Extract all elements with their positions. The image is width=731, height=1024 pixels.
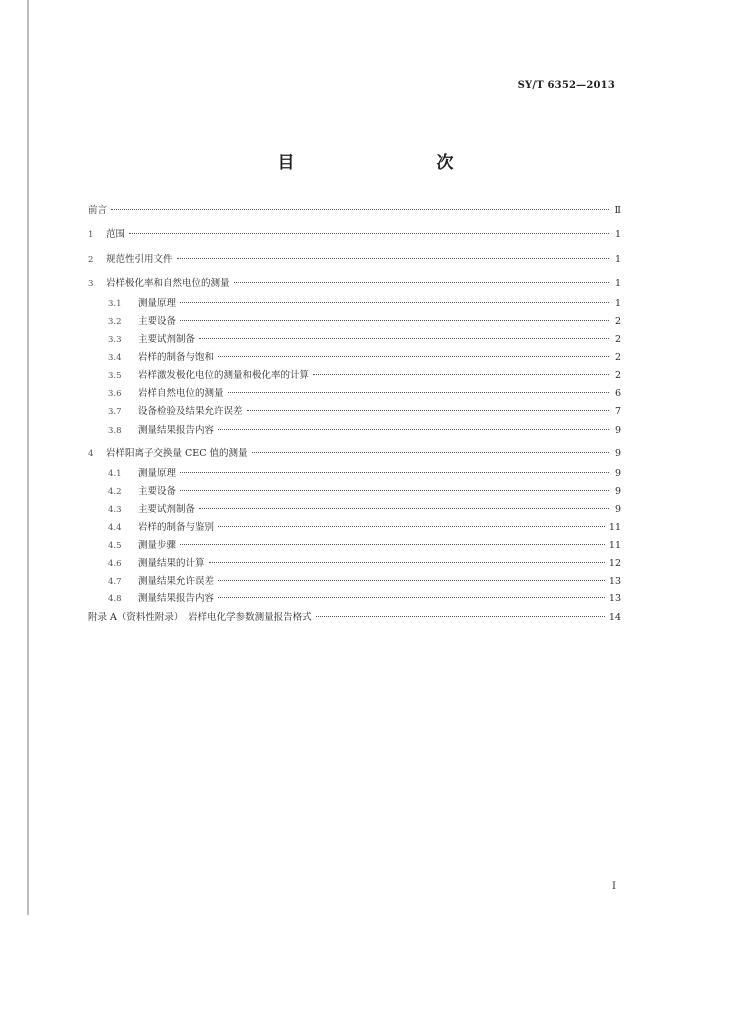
- toc-entry-4-6[interactable]: [108, 557, 621, 571]
- toc-entry-3-7[interactable]: [108, 405, 621, 419]
- page-edge-rule: [27, 0, 29, 915]
- toc-entry-number: 4.8: [108, 594, 122, 604]
- toc-entry-title: 测量步骤: [138, 540, 177, 551]
- toc-leader-dots: [180, 472, 609, 473]
- toc-entry-3-8[interactable]: [108, 424, 621, 438]
- toc-entry-page: 6: [614, 388, 621, 399]
- page-number: Ⅰ: [612, 881, 616, 892]
- toc-entry-title: 测量原理: [138, 298, 177, 309]
- toc-entry-number: 1: [88, 230, 94, 240]
- toc-leader-dots: [316, 616, 605, 617]
- toc-leader-dots: [247, 410, 609, 411]
- toc-entry-title: 附录 A（资料性附录） 岩样电化学参数测量报告格式: [88, 612, 312, 623]
- toc-entry-title: 主要试剂制备: [138, 334, 196, 345]
- toc-leader-dots: [180, 544, 605, 545]
- page-title: 目 次: [277, 153, 490, 173]
- toc-entry-number: 3.1: [108, 299, 122, 309]
- toc-entry-page: 9: [614, 448, 621, 459]
- toc-leader-dots: [218, 597, 605, 598]
- toc-leader-dots: [199, 338, 609, 339]
- toc-entry-4-2[interactable]: [108, 485, 621, 499]
- toc-entry-title: 主要设备: [138, 486, 177, 497]
- toc-leader-dots: [218, 526, 605, 527]
- toc-entry-page: 2: [614, 370, 621, 381]
- toc-entry-number: 4: [88, 449, 94, 459]
- toc-entry-4-4[interactable]: [108, 521, 621, 535]
- toc-entry-2[interactable]: [88, 253, 621, 267]
- toc-entry-page: 1: [614, 278, 621, 289]
- toc-entry-title: 岩样的制备与鉴别: [138, 522, 215, 533]
- toc-entry-title: 岩样阳离子交换量 CEC 值的测量: [106, 448, 248, 459]
- toc-leader-dots: [228, 392, 609, 393]
- toc-entry-page: 14: [608, 612, 621, 623]
- standard-code: SY/T 6352—2013: [517, 80, 615, 91]
- toc-entry-number: 4.7: [108, 577, 122, 587]
- toc-entry-page: 9: [614, 468, 621, 479]
- toc-entry-number: 2: [88, 255, 94, 265]
- toc-leader-dots: [209, 562, 605, 563]
- toc-entry-title: 岩样激发极化电位的测量和极化率的计算: [138, 370, 310, 381]
- toc-entry-page: 1: [614, 298, 621, 309]
- toc-entry-number: 3.4: [108, 353, 122, 363]
- toc-entry-4[interactable]: [88, 447, 621, 461]
- toc-entry-page: 11: [608, 540, 621, 551]
- toc-entry-page: 2: [614, 352, 621, 363]
- toc-leader-dots: [218, 580, 605, 581]
- toc-entry-4-1[interactable]: [108, 467, 621, 481]
- toc-entry-page: 1: [614, 254, 621, 265]
- toc-entry-title: 岩样极化率和自然电位的测量: [106, 278, 230, 289]
- toc-entry-3-5[interactable]: [108, 369, 621, 383]
- toc-leader-dots: [218, 356, 609, 357]
- toc-leader-dots: [177, 258, 609, 259]
- toc-entry-number: 4.3: [108, 505, 122, 515]
- toc-entry-title: 岩样的制备与饱和: [138, 352, 215, 363]
- toc-leader-dots: [180, 320, 609, 321]
- toc-entry-number: 3.5: [108, 371, 122, 381]
- toc-leader-dots: [180, 490, 609, 491]
- toc-entry-foreword[interactable]: [88, 204, 621, 218]
- toc-entry-title: 岩样自然电位的测量: [138, 388, 224, 399]
- toc-entry-4-5[interactable]: [108, 539, 621, 553]
- toc-entry-page: Ⅱ: [614, 205, 621, 216]
- toc-entry-4-8[interactable]: [108, 592, 621, 606]
- toc-leader-dots: [111, 209, 609, 210]
- toc-entry-title: 设备检验及结果允许误差: [138, 406, 243, 417]
- toc-entry-3-4[interactable]: [108, 351, 621, 365]
- toc-entry-title: 主要设备: [138, 316, 177, 327]
- toc-leader-dots: [252, 452, 609, 453]
- toc-entry-number: 4.4: [108, 523, 122, 533]
- toc-entry-number: 3: [88, 279, 94, 289]
- toc-entry-1[interactable]: [88, 228, 621, 242]
- toc-entry-4-3[interactable]: [108, 503, 621, 517]
- toc-entry-page: 13: [608, 576, 621, 587]
- toc-entry-title: 测量结果允许误差: [138, 576, 215, 587]
- toc-entry-page: 7: [614, 406, 621, 417]
- toc-entry-3-6[interactable]: [108, 387, 621, 401]
- toc-entry-number: 3.7: [108, 407, 122, 417]
- toc-entry-3[interactable]: [88, 277, 621, 291]
- toc-entry-page: 9: [614, 486, 621, 497]
- toc-entry-number: 3.6: [108, 389, 122, 399]
- toc-entry-page: 9: [614, 504, 621, 515]
- toc-entry-3-3[interactable]: [108, 333, 621, 347]
- toc-entry-title: 范围: [106, 229, 126, 240]
- toc-entry-page: 13: [608, 593, 621, 604]
- toc-entry-number: 3.2: [108, 317, 122, 327]
- toc-entry-number: 4.2: [108, 487, 122, 497]
- toc-leader-dots: [218, 429, 609, 430]
- toc-entry-title: 测量结果报告内容: [138, 425, 215, 436]
- toc-entry-page: 1: [614, 229, 621, 240]
- toc-entry-number: 4.1: [108, 469, 122, 479]
- toc-leader-dots: [234, 282, 609, 283]
- toc-entry-page: 9: [614, 425, 621, 436]
- toc-entry-title: 主要试剂制备: [138, 504, 196, 515]
- toc-entry-number: 4.6: [108, 559, 122, 569]
- toc-entry-3-2[interactable]: [108, 315, 621, 329]
- toc-entry-title: 前言: [88, 205, 108, 216]
- toc-entry-3-1[interactable]: [108, 297, 621, 311]
- toc-entry-appendix-a[interactable]: [88, 611, 621, 625]
- toc-entry-number: 3.8: [108, 426, 122, 436]
- toc-leader-dots: [313, 374, 609, 375]
- toc-entry-title: 测量结果报告内容: [138, 593, 215, 604]
- toc-entry-4-7[interactable]: [108, 575, 621, 589]
- toc-entry-number: 4.5: [108, 541, 122, 551]
- toc-entry-page: 12: [608, 558, 621, 569]
- toc-entry-title: 测量原理: [138, 468, 177, 479]
- toc-entry-page: 2: [614, 316, 621, 327]
- toc-entry-number: 3.3: [108, 335, 122, 345]
- toc-entry-title: 规范性引用文件: [106, 254, 173, 265]
- toc-entry-page: 11: [608, 522, 621, 533]
- toc-entry-page: 2: [614, 334, 621, 345]
- toc-leader-dots: [199, 508, 609, 509]
- toc-entry-title: 测量结果的计算: [138, 558, 205, 569]
- toc-leader-dots: [129, 233, 609, 234]
- toc-leader-dots: [180, 302, 609, 303]
